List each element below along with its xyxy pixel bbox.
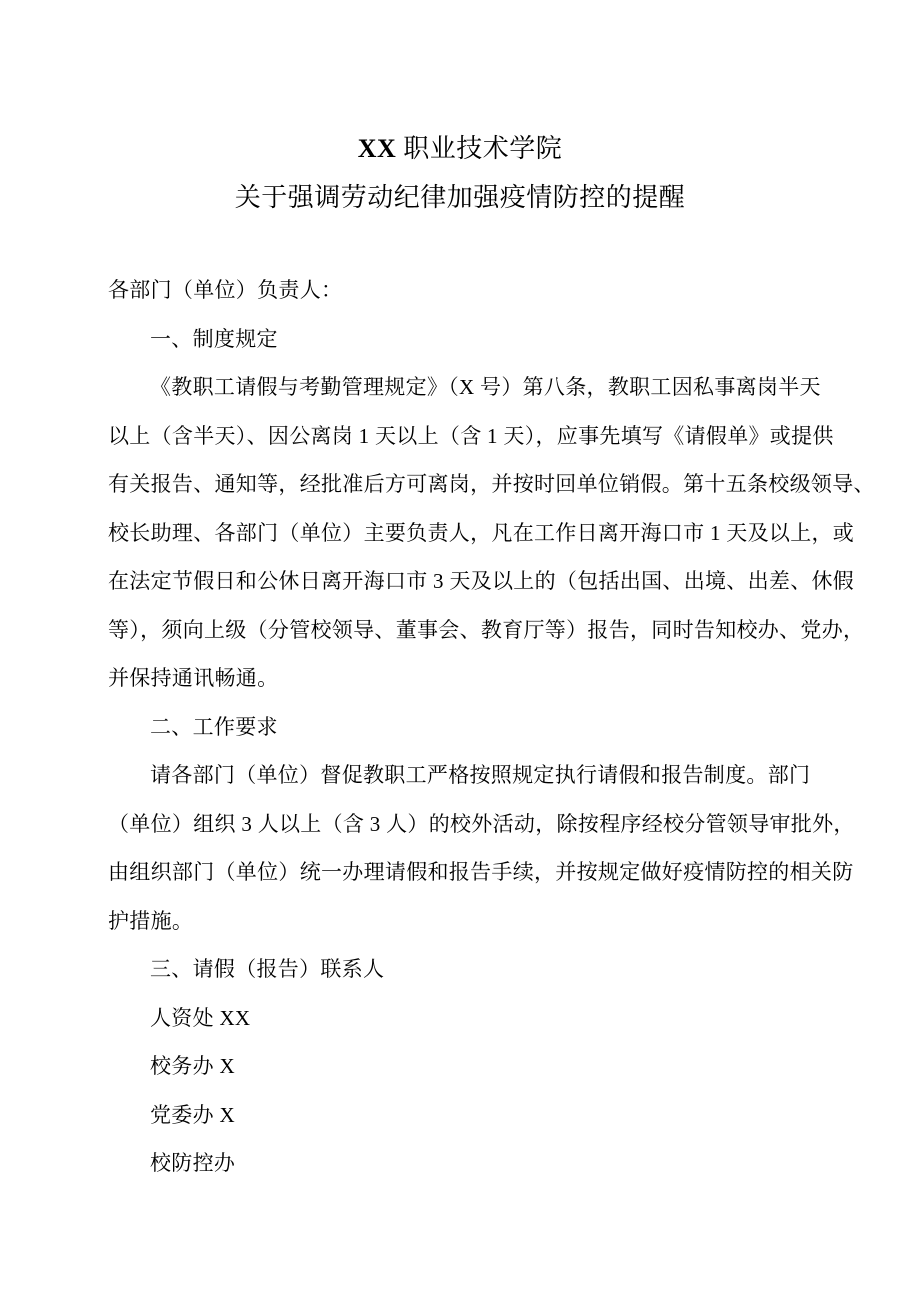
text-line: 校防控办 (150, 1151, 236, 1175)
text-line: 三、请假（报告）联系人 (150, 957, 385, 981)
text-line: 请各部门（单位）督促教职工严格按照规定执行请假和报告制度。部门 (150, 763, 811, 787)
text-line: 以上（含半天）、因公离岗 1 天以上（含 1 天），应事先填写《请假单》或提供 (108, 423, 834, 448)
text-line: 并保持通讯畅通。 (108, 666, 279, 690)
document-title-rest: 职业技术学院 (396, 134, 563, 163)
text-line: （单位）组织 3 人以上（含 3 人）的校外活动，除按程序经校分管领导审批外， (108, 811, 855, 836)
document-title-prefix: XX (357, 134, 397, 163)
text-line: 有关报告、通知等，经批准后方可离岗，并按时回单位销假。第十五条校级领导、 (108, 472, 875, 496)
title-block (0, 124, 920, 222)
document-title (0, 124, 920, 173)
text-line: 等），须向上级（分管校领导、董事会、教育厅等）报告，同时告知校办、党办， (108, 617, 865, 642)
text-line: 二、工作要求 (150, 714, 278, 739)
text-line: 党委办 X (150, 1102, 235, 1127)
document-body (108, 266, 875, 1188)
text-line: 各部门（单位）负责人： (108, 278, 343, 302)
text-line: 《教职工请假与考勤管理规定》（X 号）第八条，教职工因私事离岗半天 (150, 375, 821, 399)
document-subtitle: 关于强调劳动纪律加强疫情防控的提醒 (234, 183, 686, 212)
text-line: 人资处 XX (150, 1005, 251, 1030)
text-line: 护措施。 (108, 908, 194, 933)
text-line: 由组织部门（单位）统一办理请假和报告手续，并按规定做好疫情防控的相关防 (108, 860, 854, 884)
text-line: 校长助理、各部门（单位）主要负责人，凡在工作日离开海口市 1 天及以上，或 (108, 520, 855, 545)
text-line: 在法定节假日和公休日离开海口市 3 天及以上的（包括出国、出境、出差、休假 (108, 569, 855, 593)
text-line: 校务办 X (150, 1054, 235, 1078)
text-line: 一、制度规定 (150, 326, 278, 351)
